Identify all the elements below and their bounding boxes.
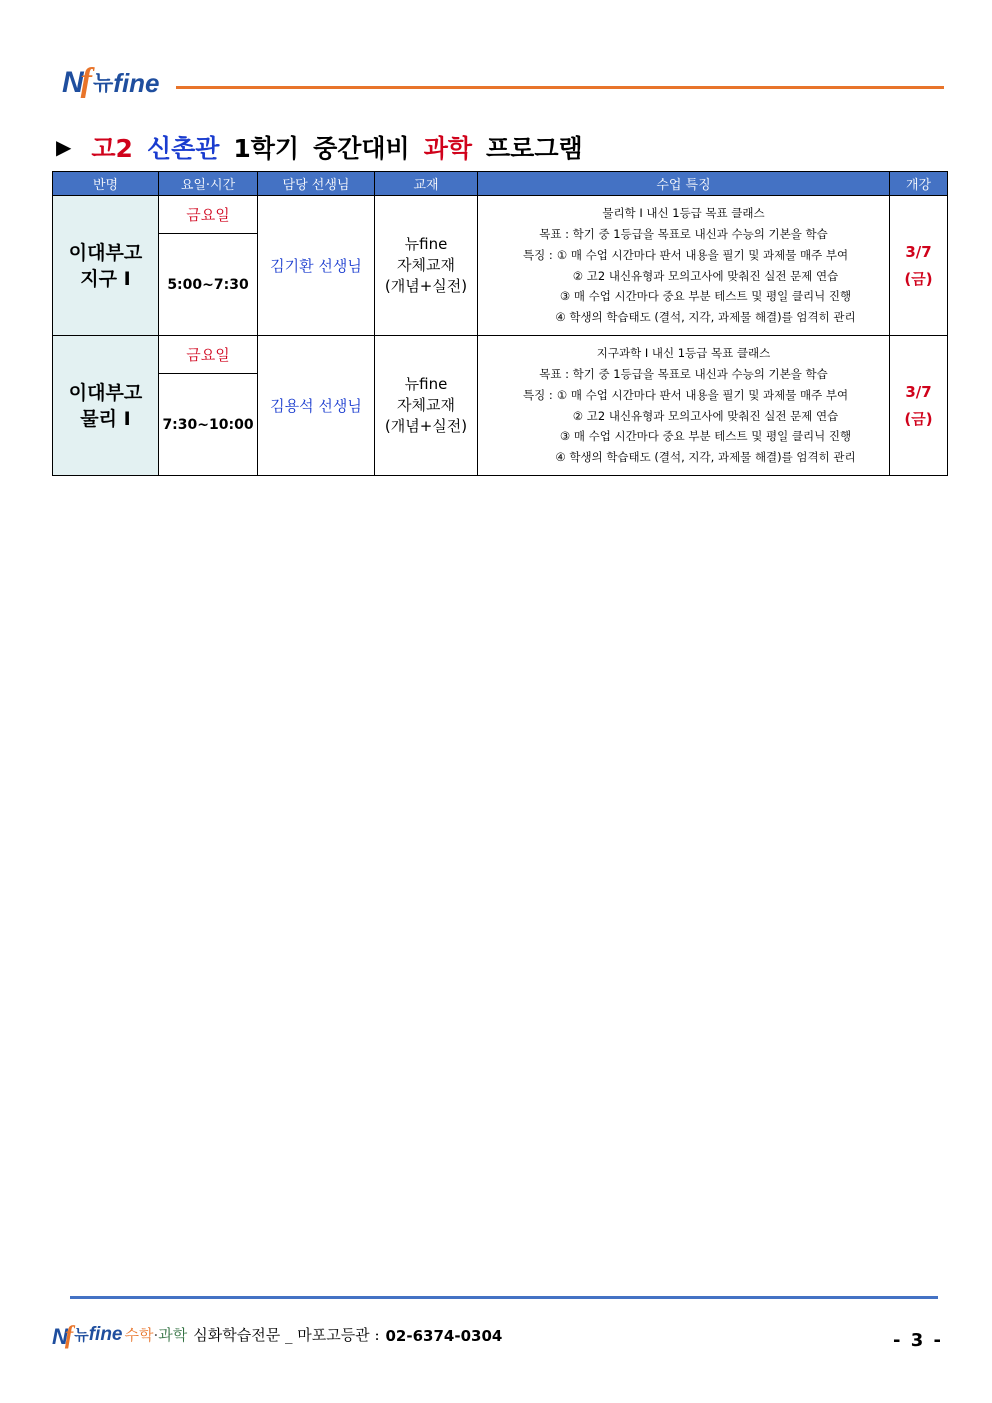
header-book: 교재 (375, 172, 478, 196)
footer-logo-n: N (52, 1324, 65, 1349)
feature-item: ② 고2 내신유형과 모의고사에 맞춰진 실전 문제 연습 (572, 268, 839, 283)
table-header-row (53, 172, 948, 196)
logo-n: N (62, 66, 81, 99)
feature-item: ③ 매 수업 시간마다 중요 부분 테스트 및 평일 클리닉 진행 (559, 289, 852, 304)
book-cell (375, 336, 478, 476)
time-cell: 5:00~7:30 (159, 234, 258, 336)
header-teacher: 담당 선생님 (258, 172, 375, 196)
open-date-cell (890, 336, 948, 476)
footer-dot: · (153, 1326, 159, 1344)
header-class: 반명 (53, 172, 159, 196)
logo-fine: fine (113, 68, 160, 98)
open-weekday: (금) (904, 269, 933, 288)
feature-label: 특징 : (522, 247, 553, 262)
book-cell (375, 196, 478, 336)
table-row (53, 336, 948, 374)
header-day-time: 요일·시간 (159, 172, 258, 196)
footer-subjects (125, 1324, 188, 1345)
open-date: 3/7 (905, 242, 932, 261)
book-brand: 뉴fine (404, 235, 448, 253)
brand-logo (62, 60, 160, 100)
book-brand: 뉴fine (404, 375, 448, 393)
footer-rule (70, 1296, 938, 1299)
day-cell: 금요일 (159, 336, 258, 374)
logo-f: f (80, 62, 92, 99)
feature-item: ④ 학생의 학습태도 (결석, 지각, 과제물 해결)를 엄격히 관리 (555, 309, 856, 324)
features-cell (478, 336, 890, 476)
book-note: (개념+실전) (384, 417, 468, 435)
teacher-cell: 김용석 선생님 (258, 336, 375, 476)
feature-item: ② 고2 내신유형과 모의고사에 맞춰진 실전 문제 연습 (572, 408, 839, 423)
open-date: 3/7 (905, 382, 932, 401)
class-name-cell (53, 196, 159, 336)
class-name-cell (53, 336, 159, 476)
footer-math: 수학 (124, 1326, 154, 1344)
feature-title: 물리학 I 내신 1등급 목표 클래스 (602, 206, 765, 221)
header-open: 개강 (890, 172, 948, 196)
open-date-cell (890, 196, 948, 336)
teacher-cell: 김기환 선생님 (258, 196, 375, 336)
footer (52, 1316, 502, 1350)
features-cell (478, 196, 890, 336)
feature-item: ① 매 수업 시간마다 판서 내용을 필기 및 과제물 매주 부여 (556, 247, 849, 262)
title-exam: 중간대비 (313, 134, 410, 163)
header-rule (176, 86, 944, 89)
footer-science: 과학 (158, 1326, 188, 1344)
book-type: 자체교재 (397, 256, 455, 274)
table-row (53, 196, 948, 234)
footer-phone: 02-6374-0304 (385, 1327, 503, 1345)
class-school: 이대부고 (68, 241, 143, 264)
feature-goal: 목표 : 학기 중 1등급을 목표로 내신과 수능의 기본을 학습 (539, 367, 828, 382)
time-cell: 7:30~10:00 (159, 374, 258, 476)
footer-logo-fine: fine (88, 1324, 123, 1345)
page-title (56, 128, 597, 166)
header-features: 수업 특징 (478, 172, 890, 196)
play-arrow-icon: ▶ (56, 135, 72, 159)
open-weekday: (금) (904, 409, 933, 428)
footer-logo-korean: 뉴 (74, 1326, 89, 1344)
day-cell: 금요일 (159, 196, 258, 234)
schedule-table (52, 171, 948, 476)
logo-korean: 뉴 (93, 71, 114, 95)
class-subject: 지구 I (80, 267, 131, 290)
feature-label: 특징 : (522, 387, 553, 402)
title-branch: 신촌관 (146, 134, 220, 163)
title-program: 프로그램 (486, 134, 583, 163)
feature-item: ④ 학생의 학습태도 (결석, 지각, 과제물 해결)를 엄격히 관리 (555, 449, 856, 464)
title-term: 1학기 (233, 134, 300, 163)
page-number: - 3 - (893, 1330, 943, 1351)
class-subject: 물리 I (80, 407, 131, 430)
class-school: 이대부고 (68, 381, 143, 404)
book-note: (개념+실전) (384, 277, 468, 295)
feature-item: ① 매 수업 시간마다 판서 내용을 필기 및 과제물 매주 부여 (556, 387, 849, 402)
footer-logo-f: f (64, 1322, 74, 1349)
title-grade: 고2 (91, 134, 133, 163)
feature-item: ③ 매 수업 시간마다 중요 부분 테스트 및 평일 클리닉 진행 (559, 429, 852, 444)
title-subject: 과학 (423, 134, 473, 163)
feature-goal: 목표 : 학기 중 1등급을 목표로 내신과 수능의 기본을 학습 (539, 227, 828, 242)
footer-slogan: 심화학습전문 _ 마포고등관 : (193, 1326, 380, 1344)
book-type: 자체교재 (397, 396, 455, 414)
feature-title: 지구과학 I 내신 1등급 목표 클래스 (596, 346, 771, 361)
